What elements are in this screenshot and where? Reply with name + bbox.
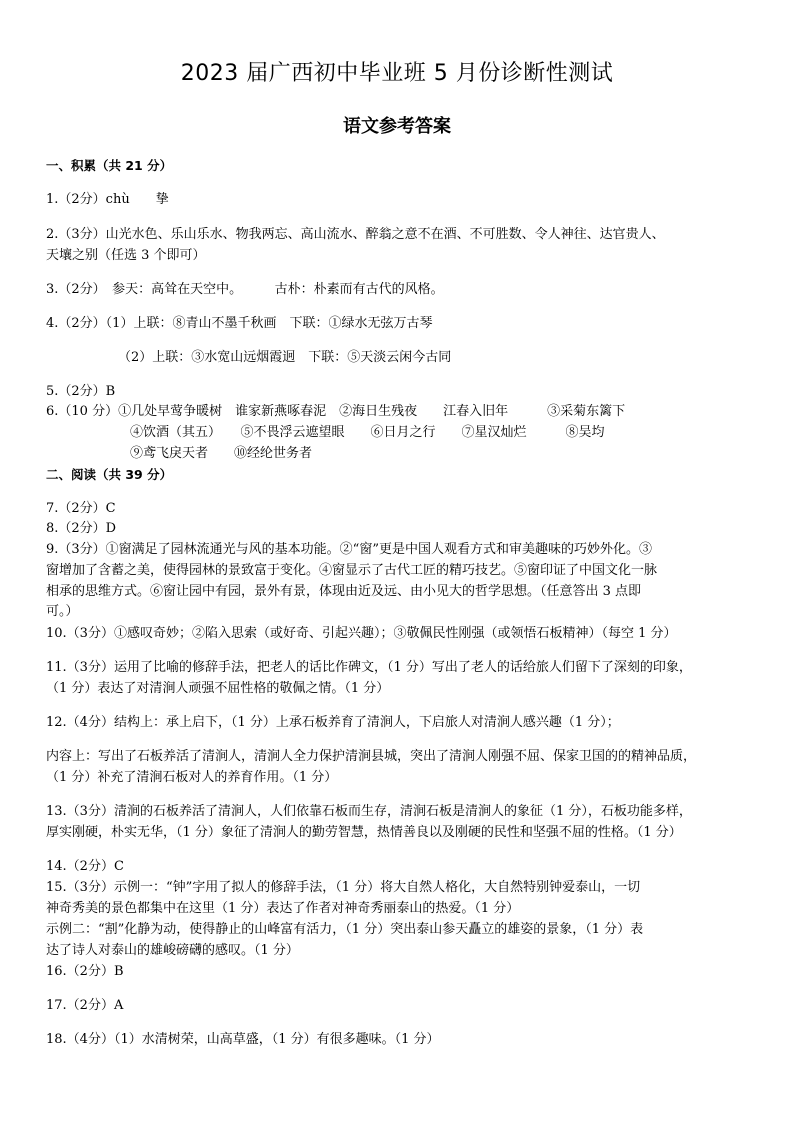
answer-line: 7.（2分）C: [46, 501, 116, 516]
answer-line: 14.（2分）C: [46, 859, 124, 874]
answer-line: 5.（2分）B: [46, 384, 116, 399]
answer-line: （1 分）补充了清涧石板对人的养育作用。（1 分）: [46, 770, 338, 785]
section-heading-accumulation: 一、积累（共 21 分）: [46, 158, 173, 173]
answer-line: （2）上联：③水宽山远烟霞迥 下联：⑤天淡云闲今古同: [118, 350, 452, 365]
answer-line: 11.（3分）运用了比喻的修辞手法，把老人的话比作碑文，（1 分）写出了老人的话给旅人们留下了深刻的印象，: [46, 660, 692, 675]
answer-line: 窗增加了含蓄之美，使得园林的景致富于变化。④窗显示了古代工匠的精巧技艺。⑤窗印证了中国文化一脉: [46, 563, 658, 578]
answer-line: （1 分）表达了对清涧人顽强不屈性格的敬佩之情。（1 分）: [46, 681, 390, 696]
answer-line: 神奇秀美的景色都集中在这里（1 分）表达了作者对神奇秀丽泰山的热爱。（1 分）: [46, 901, 520, 916]
answer-line: 8.（2分）D: [46, 521, 117, 536]
section-heading-reading: 二、阅读（共 39 分）: [46, 467, 173, 482]
answer-line: 达了诗人对泰山的雄峻磅礴的感叹。（1 分）: [46, 943, 299, 958]
answer-line: ④饮酒（其五） ⑤不畏浮云遮望眼 ⑥日月之行 ⑦星汉灿烂 ⑧吴均: [130, 425, 605, 440]
answer-line: 16.（2分）B: [46, 964, 124, 979]
answer-line: 4.（2分）（1）上联：⑧青山不墨千秋画 下联：①绿水无弦万古琴: [46, 316, 433, 331]
answer-line: 天壤之别（任选 3 个即可）: [46, 248, 206, 263]
answer-line: 厚实刚硬，朴实无华，（1 分）象征了清涧人的勤劳智慧，热情善良以及刚硬的民性和坚强不屈的性格。（1 分）: [46, 825, 682, 840]
answer-line: 6.（10 分）①几处早莺争暖树 谁家新燕啄春泥 ②海日生残夜 江春入旧年 ③采菊东篱下: [46, 404, 626, 419]
answer-line: 示例二：“割”化静为动，使得静止的山峰富有活力，（1 分）突出泰山参天矗立的雄姿的景象，（1 分）表: [46, 922, 644, 937]
answer-line: 10.（3分）①感叹奇妙；②陷入思索（或好奇、引起兴趣）；③敬佩民性刚强（或领悟石板精神）（每空 1 分）: [46, 626, 677, 641]
answer-line: 18.（4分）（1）水清树荣，山高草盛，（1 分）有很多趣味。（1 分）: [46, 1032, 440, 1047]
answer-line: 9.（3分）①窗满足了园林流通光与风的基本功能。②“窗”更是中国人观看方式和审美趣味的巧妙外化。③: [46, 542, 652, 557]
answer-line: 17.（2分）A: [46, 998, 124, 1013]
answer-line: ⑨鸢飞戾天者 ⑩经纶世务者: [130, 446, 313, 461]
answer-line: 相承的思维方式。⑥窗让园中有园，景外有景，体现由近及远、由小见大的哲学思想。（任意答出 3 点即: [46, 584, 642, 599]
answer-line: 3.（2分） 参天：高耸在天空中。 古朴：朴素而有古代的风格。: [46, 282, 444, 297]
page-subtitle: 语文参考答案: [343, 116, 451, 137]
answer-line: 可。）: [46, 604, 79, 619]
answer-line: 15.（3分）示例一：“钟”字用了拟人的修辞手法，（1 分）将大自然人格化，大自然特别钟爱泰山，一切: [46, 880, 641, 895]
answer-line: 1.（2分）chù 挚: [46, 192, 169, 207]
page-title: 2023 届广西初中毕业班 5 月份诊断性测试: [180, 61, 614, 86]
answer-line: 内容上：写出了石板养活了清涧人，清涧人全力保护清涧县城，突出了清涧人刚强不屈、保家卫国的的精神品质，: [46, 749, 697, 764]
answer-line: 13.（3分）清涧的石板养活了清涧人，人们依靠石板而生存，清涧石板是清涧人的象征（1 分），石板功能多样，: [46, 804, 692, 819]
answer-line: 12.（4分）结构上：承上启下，（1 分）上承石板养育了清涧人，下启旅人对清涧人感兴趣（1 分）；: [46, 715, 620, 730]
answer-line: 2.（3分）山光水色、乐山乐水、物我两忘、高山流水、醉翁之意不在酒、不可胜数、令人神往、达官贵人、: [46, 227, 665, 242]
